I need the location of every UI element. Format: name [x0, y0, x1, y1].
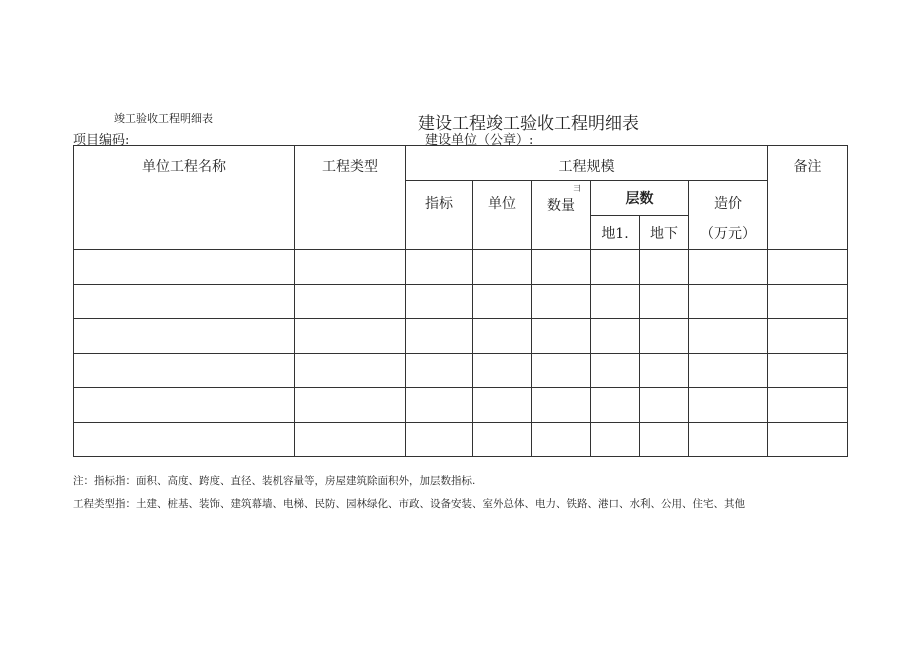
table-row [74, 250, 848, 285]
table-row [74, 353, 848, 388]
document-main-title: 建设工程竣工验收工程明细表 [418, 114, 639, 134]
table-cell [591, 353, 640, 388]
table-cell [640, 250, 689, 285]
table-cell [473, 422, 532, 457]
table-cell [473, 319, 532, 354]
table-cell [532, 250, 591, 285]
table-cell [768, 284, 848, 319]
header-floors: 层数 [591, 181, 689, 216]
table-cell [74, 388, 295, 423]
table-cell [74, 319, 295, 354]
table-cell [768, 353, 848, 388]
table-cell [768, 388, 848, 423]
table-cell [295, 353, 406, 388]
header-remark: 备注 [768, 146, 848, 250]
table-cell [591, 250, 640, 285]
table-cell [473, 284, 532, 319]
table-cell [74, 422, 295, 457]
project-detail-table [73, 145, 848, 457]
header-quantity-mark: ⺕ [573, 184, 581, 193]
table-row [74, 422, 848, 457]
table-cell [532, 422, 591, 457]
table-cell [768, 319, 848, 354]
table-row [74, 319, 848, 354]
table-cell [640, 353, 689, 388]
table-cell [74, 250, 295, 285]
header-project-type: 工程类型 [295, 146, 406, 250]
table-cell [295, 388, 406, 423]
table-cell [640, 422, 689, 457]
table-cell [689, 388, 768, 423]
table-cell [532, 284, 591, 319]
table-cell [532, 353, 591, 388]
header-above-ground: 地1. [591, 216, 640, 250]
header-unit-name: 单位工程名称 [74, 146, 295, 250]
header-unit: 单位 [473, 181, 532, 250]
note-project-type: 工程类型指：土建、桩基、装饰、建筑幕墙、电梯、民防、园林绿化、市政、设备安装、室外总体、电力、铁路、港口、水利、公用、住宅、其他 [73, 498, 745, 510]
header-cost [689, 181, 768, 250]
table-cell [689, 422, 768, 457]
table-cell [591, 422, 640, 457]
table-cell [591, 284, 640, 319]
table-cell [640, 284, 689, 319]
table-cell [591, 388, 640, 423]
document-small-title: 竣工验收工程明细表 [114, 112, 213, 125]
table-cell [406, 250, 473, 285]
project-code-label: 项目编码: [73, 133, 130, 148]
table-cell [295, 284, 406, 319]
table-cell [689, 250, 768, 285]
table-cell [532, 319, 591, 354]
table-cell [295, 422, 406, 457]
table-cell [640, 319, 689, 354]
table-cell [406, 422, 473, 457]
header-indicator: 指标 [406, 181, 473, 250]
table-cell [689, 284, 768, 319]
table-cell [406, 388, 473, 423]
table-cell [295, 319, 406, 354]
table-cell [406, 353, 473, 388]
header-project-scale: 工程规模 [406, 146, 768, 181]
table-cell [295, 250, 406, 285]
table-row [74, 388, 848, 423]
header-cost-unit: （万元） [700, 226, 756, 242]
header-cost-label: 造价 [714, 196, 742, 212]
table-cell [473, 353, 532, 388]
table-cell [640, 388, 689, 423]
header-below-ground: 地下 [640, 216, 689, 250]
table-row [74, 284, 848, 319]
header-quantity [532, 181, 591, 250]
table-cell [74, 353, 295, 388]
table-cell [473, 250, 532, 285]
table-cell [768, 422, 848, 457]
table-cell [532, 388, 591, 423]
header-quantity-label: 数量 [547, 198, 575, 214]
table-cell [591, 319, 640, 354]
table-cell [689, 353, 768, 388]
build-unit-label: 建设单位（公章）: [425, 133, 534, 148]
table-cell [473, 388, 532, 423]
note-indicator: 注：指标指：面积、高度、跨度、直径、装机容量等，房屋建筑除面积外，加层数指标. [73, 475, 476, 487]
table-cell [406, 319, 473, 354]
table-cell [689, 319, 768, 354]
table-cell [406, 284, 473, 319]
table-cell [768, 250, 848, 285]
table-cell [74, 284, 295, 319]
